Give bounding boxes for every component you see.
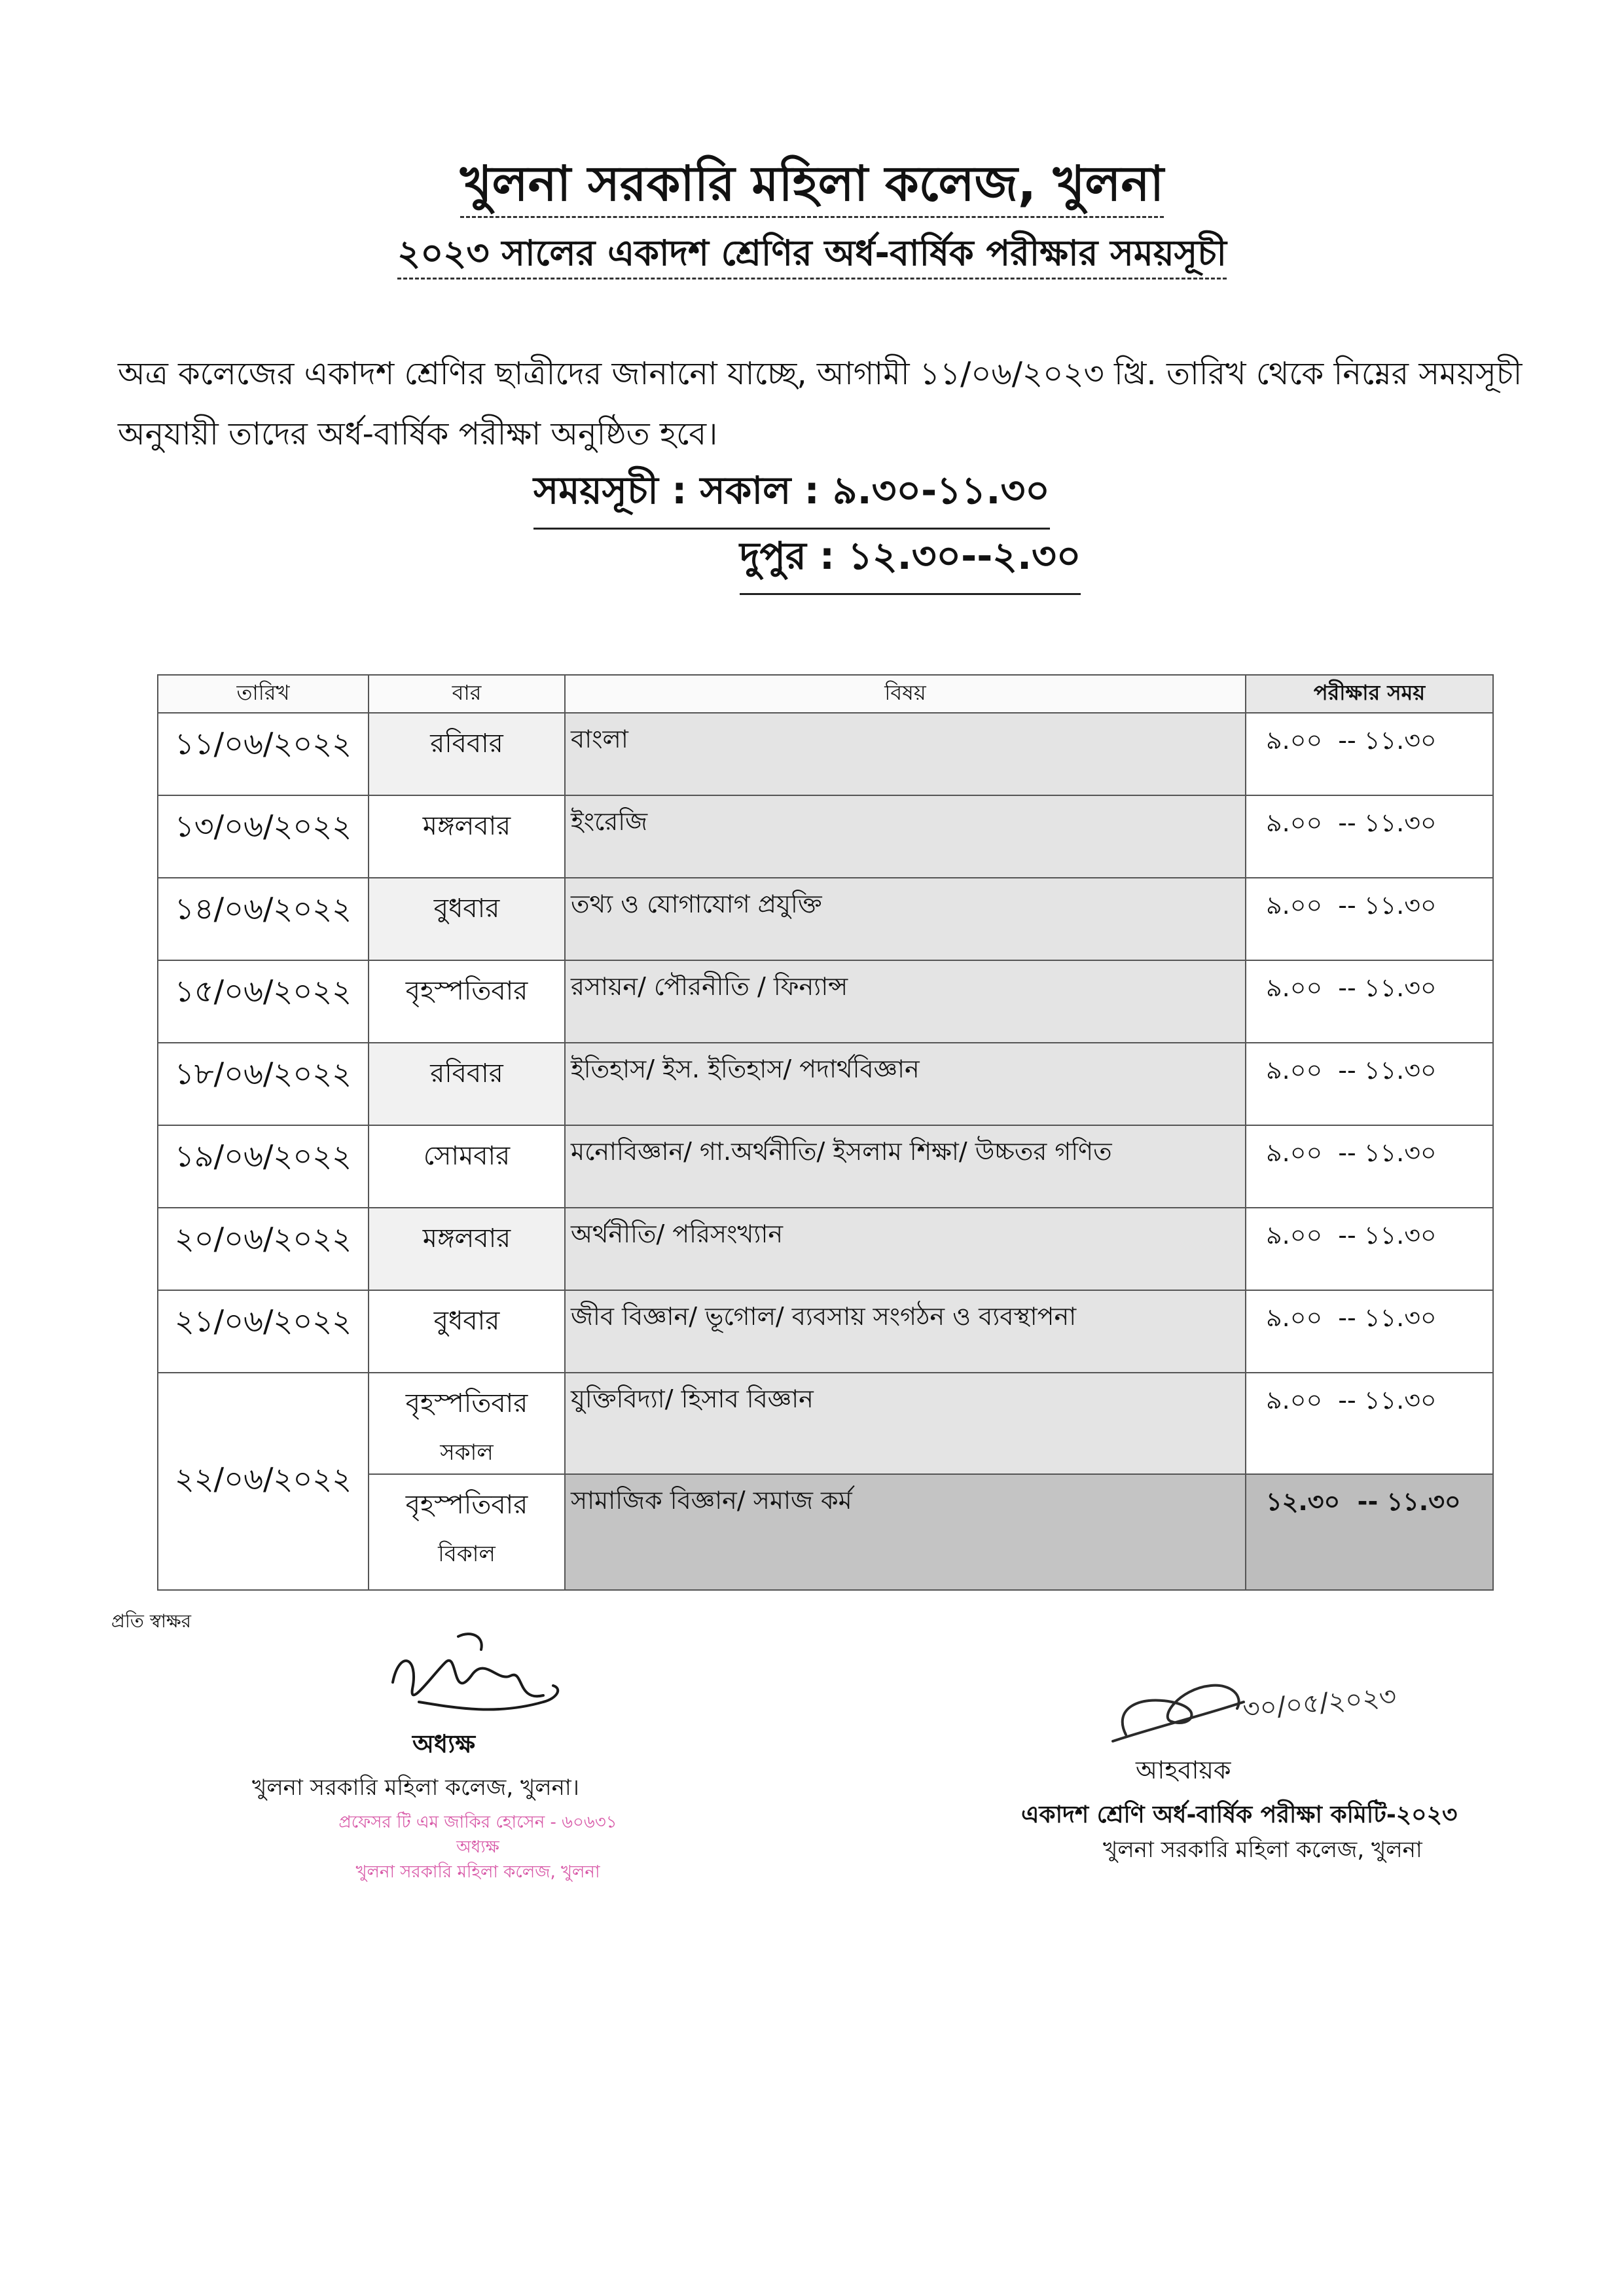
table-row (158, 1373, 1493, 1474)
copy-sign-label: প্রতি স্বাক্ষর (111, 1610, 192, 1632)
table-row (158, 713, 1493, 795)
row-date: ১৯/০৬/২০২২ (158, 1125, 369, 1208)
row-day: বুধবার (369, 1290, 565, 1373)
row-subject: ইংরেজি (565, 795, 1246, 878)
row-day (369, 1474, 565, 1590)
row-day: রবিবার (369, 1043, 565, 1125)
row-time: ৯.০০ -- ১১.৩০ (1246, 1373, 1493, 1474)
row-day (369, 1373, 565, 1474)
row-day-name: বৃহস্পতিবার (405, 1490, 528, 1520)
row-date: ১৫/০৬/২০২২ (158, 960, 369, 1043)
convener-college: খুলনা সরকারি মহিলা কলেজ, খুলনা (1103, 1837, 1422, 1863)
row-date: ২০/০৬/২০২২ (158, 1208, 369, 1290)
row-subject: যুক্তিবিদ্যা/ হিসাব বিজ্ঞান (565, 1373, 1246, 1474)
row-day-name: বৃহস্পতিবার (405, 1388, 528, 1419)
row-subject: রসায়ন/ পৌরনীতি / ফিন্যান্স (565, 960, 1246, 1043)
row-date: ১৪/০৬/২০২২ (158, 878, 369, 960)
table-row (158, 960, 1493, 1043)
row-day: বৃহস্পতিবার (369, 960, 565, 1043)
table-row (158, 1290, 1493, 1373)
table-row (158, 795, 1493, 878)
table-header-row (158, 675, 1493, 713)
table-row (158, 1208, 1493, 1290)
row-day: বুধবার (369, 878, 565, 960)
stamp-line: প্রফেসর টি এম জাকির হোসেন - ৬০৬৩১ (338, 1813, 617, 1832)
convener-signature (1113, 1686, 1244, 1741)
row-time: ৯.০০ -- ১১.৩০ (1246, 878, 1493, 960)
row-date: ১১/০৬/২০২২ (158, 713, 369, 795)
row-time: ৯.০০ -- ১১.৩০ (1246, 1043, 1493, 1125)
row-time: ৯.০০ -- ১১.৩০ (1246, 960, 1493, 1043)
exam-routine-table (157, 674, 1494, 1591)
header-time: পরীক্ষার সময় (1246, 675, 1493, 713)
header-date: তারিখ (158, 675, 369, 713)
header-subject: বিষয় (565, 675, 1246, 713)
row-date: ১৩/০৬/২০২২ (158, 795, 369, 878)
table-row (158, 1043, 1493, 1125)
row-time: ৯.০০ -- ১১.৩০ (1246, 1208, 1493, 1290)
row-day: মঙ্গলবার (369, 1208, 565, 1290)
schedule-morning: সময়সূচী : সকাল : ৯.৩০-১১.৩০ (533, 461, 1050, 530)
row-time: ৯.০০ -- ১১.৩০ (1246, 795, 1493, 878)
row-subject: ইতিহাস/ ইস. ইতিহাস/ পদার্থবিজ্ঞান (565, 1043, 1246, 1125)
row-subject: সামাজিক বিজ্ঞান/ সমাজ কর্ম (565, 1474, 1246, 1590)
row-subject: জীব বিজ্ঞান/ ভূগোল/ ব্যবসায় সংগঠন ও ব্যবস্থাপনা (565, 1290, 1246, 1373)
row-time: ১২.৩০ -- ১১.৩০ (1246, 1474, 1493, 1590)
stamp-line: অধ্যক্ষ (456, 1837, 499, 1857)
row-day: সোমবার (369, 1125, 565, 1208)
row-time: ৯.০০ -- ১১.৩০ (1246, 1290, 1493, 1373)
row-subject: তথ্য ও যোগাযোগ প্রযুক্তি (565, 878, 1246, 960)
college-title: খুলনা সরকারি মহিলা কলেজ, খুলনা (0, 147, 1624, 228)
exam-subtitle: ২০২৩ সালের একাদশ শ্রেণির অর্ধ-বার্ষিক পরীক্ষার সময়সূচী (0, 226, 1624, 285)
header-day: বার (369, 675, 565, 713)
row-date: ২১/০৬/২০২২ (158, 1290, 369, 1373)
table-row (158, 878, 1493, 960)
principal-signature (393, 1634, 558, 1709)
convener-signature-date: ৩০/০৫/২০২৩ (1241, 1681, 1398, 1725)
convener-role: আহবায়ক (1136, 1756, 1231, 1784)
row-subject: অর্থনীতি/ পরিসংখ্যান (565, 1208, 1246, 1290)
row-day: রবিবার (369, 713, 565, 795)
principal-college: খুলনা সরকারি মহিলা কলেজ, খুলনা। (252, 1775, 579, 1801)
row-time: ৯.০০ -- ১১.৩০ (1246, 1125, 1493, 1208)
row-date: ১৮/০৬/২০২২ (158, 1043, 369, 1125)
convener-committee: একাদশ শ্রেণি অর্ধ-বার্ষিক পরীক্ষা কমিটি-২০২৩ (1021, 1801, 1458, 1828)
principal-stamp (308, 1810, 648, 1885)
notice-paragraph: অত্র কলেজের একাদশ শ্রেণির ছাত্রীদের জানানো যাচ্ছে, আগামী ১১/০৬/২০২৩ খ্রি. তারিখ থেকে নিম্নের সময়সূচী অনুযায়ী তাদের অর্ধ-বার্ষিক পরীক্ষা অনুষ্ঠিত হবে। (118, 355, 1523, 452)
row-time: ৯.০০ -- ১১.৩০ (1246, 713, 1493, 795)
table-row (158, 1125, 1493, 1208)
stamp-line: খুলনা সরকারি মহিলা কলেজ, খুলনা (355, 1862, 600, 1882)
row-session: বিকাল (438, 1541, 496, 1567)
schedule-noon: দুপুর : ১২.৩০--২.৩০ (740, 527, 1081, 595)
principal-role: অধ্যক্ষ (412, 1729, 476, 1758)
row-day: মঙ্গলবার (369, 795, 565, 878)
row-subject: বাংলা (565, 713, 1246, 795)
row-subject: মনোবিজ্ঞান/ গা.অর্থনীতি/ ইসলাম শিক্ষা/ উচ্চতর গণিত (565, 1125, 1246, 1208)
row-session: সকাল (440, 1439, 494, 1466)
row-date: ২২/০৬/২০২২ (158, 1373, 369, 1590)
